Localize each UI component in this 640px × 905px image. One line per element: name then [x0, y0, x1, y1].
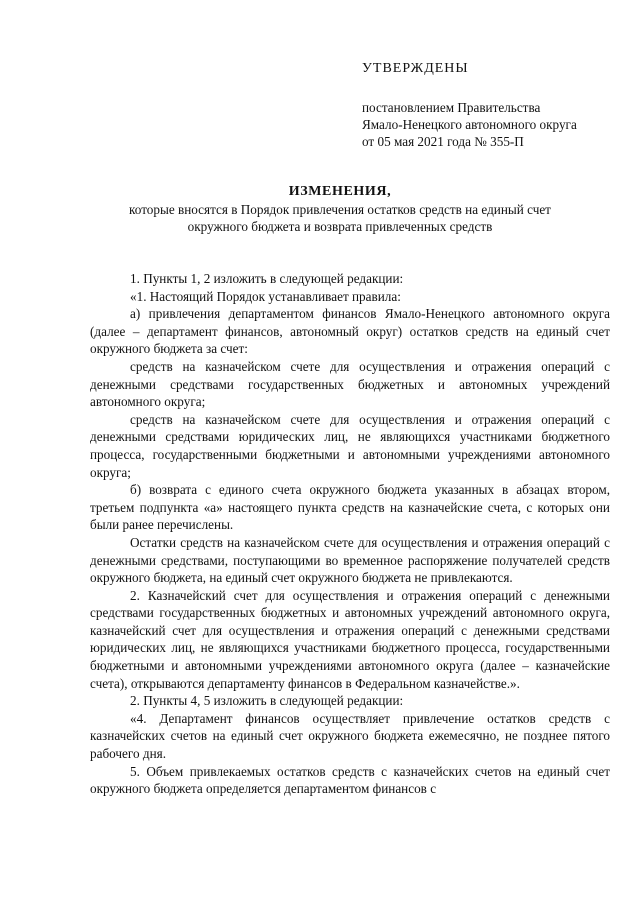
paragraph-subitem-b: б) возврата с единого счета окружного бюджета указанных в абзацах втором, третьем подпункта «а» настоящего пункта средств на казначейские счета, с которых они были ранее перечислены. [90, 482, 610, 533]
document-subtitle-line-2: окружного бюджета и возврата привлеченных средств [187, 219, 493, 234]
approval-line-3: от 05 мая 2021 года № 355-П [362, 134, 524, 149]
paragraph-item-5: 5. Объем привлекаемых остатков средств с казначейских счетов на единый счет окружного бюджета определяется департаментом финансов с [90, 763, 610, 797]
approval-line-2: Ямало-Ненецкого автономного округа [362, 117, 577, 132]
approval-line-1: постановлением Правительства [362, 100, 541, 115]
paragraph-item-1-intro: «1. Настоящий Порядок устанавливает правила: [130, 288, 401, 304]
approval-stamp [362, 60, 622, 150]
paragraph-item-1: 1. Пункты 1, 2 изложить в следующей редакции: [130, 271, 404, 286]
paragraph-item-2: 2. Казначейский счет для осуществления и отражения операций с денежными средствами государственных бюджетных и автономных учреждений автономного округа, казначейский счет для осуществления и отражения операций с денежными средствами юридических лиц, не являющихся участниками бюджетного процесса, государственными бюджетными и автономными учреждениями автономного округа (далее – казначейские счета), открываются департаменту финансов в Федеральном казначействе.». [90, 587, 610, 691]
document-body [90, 270, 610, 798]
paragraph-subitem-a: а) привлечения департаментом финансов Ямало-Ненецкого автономного округа (далее – департамент финансов, автономный округ) остатков средств на единый счет окружного бюджета за счет: [90, 306, 610, 357]
document-subtitle-line-1: которые вносятся в Порядок привлечения остатков средств на единый счет [129, 202, 551, 217]
paragraph-change-2: 2. Пункты 4, 5 изложить в следующей редакции: [130, 693, 404, 709]
paragraph-exclusion: Остатки средств на казначейском счете для осуществления и отражения операций с денежными средствами, поступающими во временное распоряжение получателей средств окружного бюджета, на единый счет окружного бюджета не привлекаются. [90, 534, 610, 586]
document-title-block [80, 183, 600, 235]
paragraph-source-2: средств на казначейском счете для осуществления и отражения операций с денежными средствами юридических лиц, не являющихся участниками бюджетного процесса, государственными бюджетными и автономными учреждениями автономного округа; [90, 411, 610, 480]
paragraph-item-4: «4. Департамент финансов осуществляет привлечение остатков средств с казначейских счетов на единый счет окружного бюджета ежемесячно, не позднее пятого рабочего дня. [90, 710, 610, 762]
document-title: ИЗМЕНЕНИЯ, [288, 184, 392, 199]
approval-heading: УТВЕРЖДЕНЫ [362, 61, 469, 76]
paragraph-source-1: средств на казначейском счете для осуществления и отражения операций с денежными средствами государственных бюджетных и автономных учреждений автономного округа; [90, 358, 610, 410]
